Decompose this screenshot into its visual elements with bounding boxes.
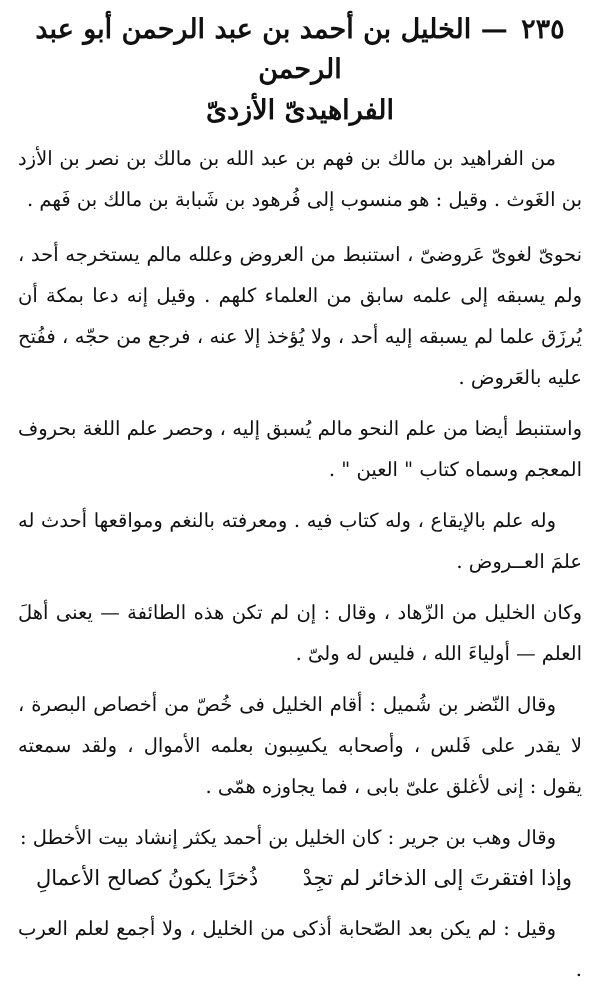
verse-first-hemistich: وإذا افتقرتَ إلى الذخائر لم تجِدْ (302, 866, 572, 890)
paragraph-asceticism: وكان الخليل من الزّهاد ، وقال : إن لم تكن هذه الطائفة — يعنى أهلَ العلم — أولياءَ الله ، فليس له ولىّ . (18, 601, 582, 665)
paragraph-prosody: نحوىّ لغوىّ عَروضىّ ، استنبط من العروض وعلله مالم يستخرجه أحد ، ولم يسبقه إلى علمه سابق من العلماء كلهم . وقيل إنه دعا بمكة أن يُرزَق علما لم يسبقه إليه أحد ، ولا يُؤخذ إلا عنه ، فرجع من حجّه ، ففُتح عليه بالعَروض . (18, 243, 582, 389)
poetry-verse (18, 858, 582, 898)
paragraph-closing: وقيل : لم يكن بعد الصّحابة أذكى من الخليل ، ولا أجمع لعلم العرب . (18, 917, 582, 981)
entry-subtitle: الفراهيدىّ الأزدىّ (206, 95, 394, 126)
paragraph-nadr-quote: وقال النّضر بن شُميل : أقام الخليل فى خُصّ من أخصاص البصرة ، لا يقدر على فَلس ، وأصحابه يكسِبون بعلمه الأموال ، ولقد سمعته يقول : إنى لأغلق علىّ بابى ، فما يجاوزه همّى . (18, 693, 582, 798)
paragraph-lineage: من الفراهيد بن مالك بن فهم بن عبد الله بن مالك بن نصر بن الأزد بن الغَوث . وقيل : هو منسوب إلى فُرهود بن شَبابة بن مالك بن فَهم . (18, 147, 582, 211)
entry-number: ٢٣٥ (521, 14, 565, 45)
entry-title-text: الخليل بن أحمد بن عبد الرحمن أبو عبد الرحمن (35, 14, 472, 85)
verse-second-hemistich: ذُخرًا يكونُ كصالح الأعمالِ (36, 866, 259, 890)
entry-dash: — (480, 14, 508, 45)
paragraph-wahb-quote: وقال وهب بن جرير : كان الخليل بن أحمد يكثر إنشاد بيت الأخطل : (19, 826, 556, 849)
entry-title (18, 10, 582, 90)
paragraph-grammar: واستنبط أيضا من علم النحو مالم يُسبق إليه ، وحصر علم اللغة بحروف المعجم وسماه كتاب " العين " . (18, 417, 582, 481)
paragraph-rhythm: وله علم بالإيقاع ، وله كتاب فيه . ومعرفته بالنغم ومواقعها أحدث له علمَ العــروض . (18, 509, 582, 573)
